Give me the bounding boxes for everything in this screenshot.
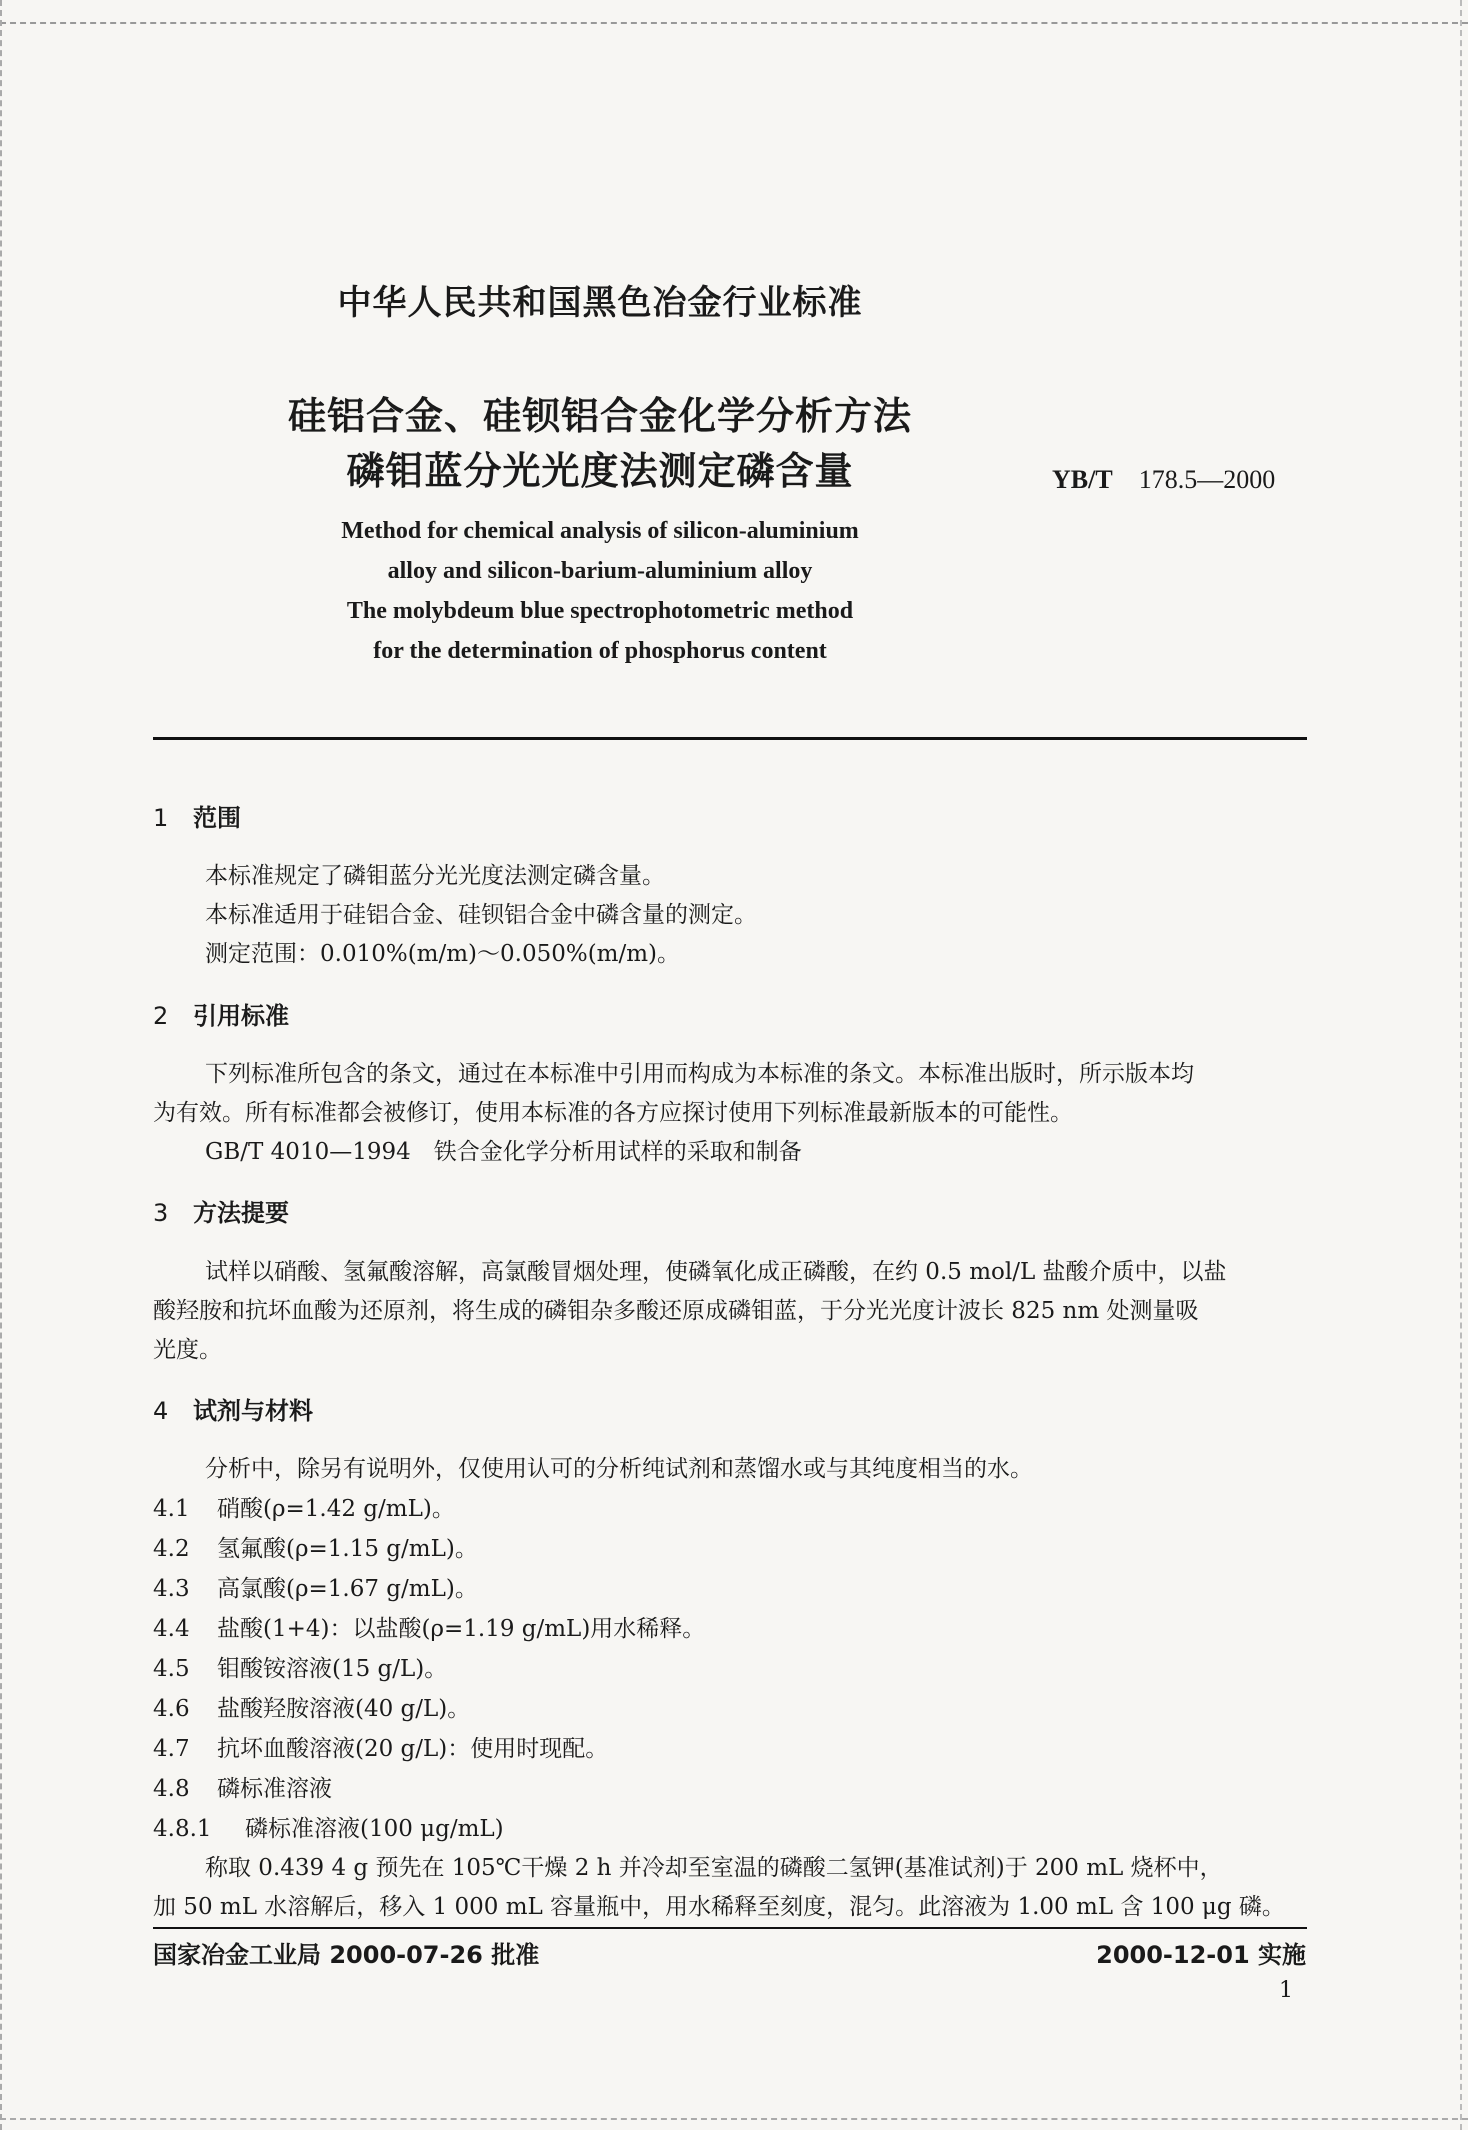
approval-info: 国家冶金工业局 2000-07-26 批准 <box>153 1941 540 1969</box>
reagent-item: 4.1 硝酸(ρ=1.42 g/mL)。 <box>153 1496 455 1522</box>
reagent-item: 4.4 盐酸(1+4)：以盐酸(ρ=1.19 g/mL)用水稀释。 <box>153 1616 706 1642</box>
title-en-line2: alloy and silicon-barium-aluminium alloy <box>387 558 813 584</box>
reagents-intro: 分析中，除另有说明外，仅使用认可的分析纯试剂和蒸馏水或与其纯度相当的水。 <box>205 1456 1033 1482</box>
title-en-line1: Method for chemical analysis of silicon-aluminium <box>341 518 859 544</box>
title-cn-line2: 磷钼蓝分光光度法测定磷含量 <box>346 449 854 493</box>
section-heading-reagents: 4 试剂与材料 <box>153 1397 313 1425</box>
reagent-item: 4.3 高氯酸(ρ=1.67 g/mL)。 <box>153 1576 478 1602</box>
principle-line3: 光度。 <box>153 1337 222 1363</box>
section-heading-scope: 1 范围 <box>153 804 241 832</box>
scan-edge-top <box>0 22 1468 24</box>
title-en-line4: for the determination of phosphorus content <box>373 638 827 664</box>
phosphorus-standard-line1: 称取 0.439 4 g 预先在 105℃干燥 2 h 并冷却至室温的磷酸二氢钾(基准试剂)于 200 mL 烧杯中， <box>205 1855 1223 1881</box>
section-heading-principle: 3 方法提要 <box>153 1199 289 1227</box>
scope-paragraph-2: 本标准适用于硅铝合金、硅钡铝合金中磷含量的测定。 <box>205 902 757 928</box>
reagent-item: 4.5 钼酸铵溶液(15 g/L)。 <box>153 1656 448 1682</box>
reference-item: GB/T 4010—1994 铁合金化学分析用试样的采取和制备 <box>205 1139 802 1165</box>
references-paragraph-line1: 下列标准所包含的条文，通过在本标准中引用而构成为本标准的条文。本标准出版时，所示版本均 <box>205 1061 1194 1087</box>
scope-paragraph-1: 本标准规定了磷钼蓝分光光度法测定磷含量。 <box>205 863 665 889</box>
scope-paragraph-3: 测定范围：0.010%(m/m)～0.050%(m/m)。 <box>205 941 681 967</box>
page-number: 1 <box>1279 1978 1293 2003</box>
implementation-date: 2000-12-01 实施 <box>1096 1941 1306 1969</box>
reagent-item: 4.6 盐酸羟胺溶液(40 g/L)。 <box>153 1696 471 1722</box>
standard-code-prefix: YB/T <box>1052 465 1113 494</box>
standard-code-number: 178.5—2000 <box>1138 465 1276 494</box>
reagent-item: 4.8 磷标准溶液 <box>153 1776 332 1802</box>
references-paragraph-line2: 为有效。所有标准都会被修订，使用本标准的各方应探讨使用下列标准最新版本的可能性。 <box>153 1100 1073 1126</box>
title-en-line3: The molybdeum blue spectrophotometric method <box>346 598 854 624</box>
footer-divider <box>153 1927 1307 1929</box>
reagent-item: 4.2 氢氟酸(ρ=1.15 g/mL)。 <box>153 1536 478 1562</box>
reagent-subitem: 4.8.1 磷标准溶液(100 μg/mL) <box>153 1816 504 1842</box>
phosphorus-standard-line2: 加 50 mL 水溶解后，移入 1 000 mL 容量瓶中，用水稀释至刻度，混匀。此溶液为 1.00 mL 含 100 μg 磷。 <box>153 1894 1285 1920</box>
standard-category: 中华人民共和国黑色冶金行业标准 <box>337 283 863 323</box>
scan-edge-right <box>1460 0 1462 2130</box>
standard-code <box>1052 465 1275 495</box>
principle-line1: 试样以硝酸、氢氟酸溶解，高氯酸冒烟处理，使磷氧化成正磷酸，在约 0.5 mol/L 盐酸介质中，以盐 <box>205 1259 1227 1285</box>
scan-edge-bottom <box>0 2118 1468 2120</box>
section-heading-references: 2 引用标准 <box>153 1002 289 1030</box>
reagent-item: 4.7 抗坏血酸溶液(20 g/L)：使用时现配。 <box>153 1736 609 1762</box>
title-cn-line1: 硅铝合金、硅钡铝合金化学分析方法 <box>287 394 912 438</box>
header-divider <box>153 737 1307 740</box>
principle-line2: 酸羟胺和抗坏血酸为还原剂，将生成的磷钼杂多酸还原成磷钼蓝，于分光光度计波长 825 nm 处测量吸 <box>153 1298 1199 1324</box>
